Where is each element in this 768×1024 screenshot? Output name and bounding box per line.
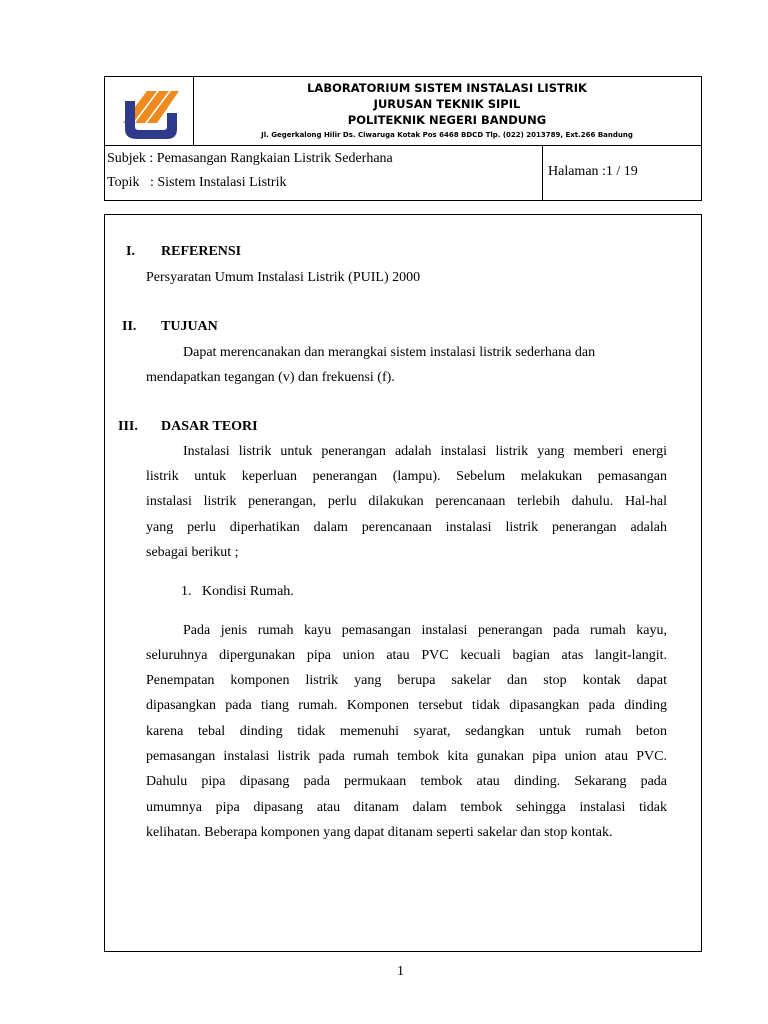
- institution-name: POLITEKNIK NEGERI BANDUNG: [347, 113, 547, 127]
- paragraph-2-line-4: dipasangkan pada tiang rumah. Komponen tersebut tidak dipasangkan pada dinding: [146, 698, 667, 713]
- department-name: JURUSAN TEKNIK SIPIL: [373, 97, 521, 111]
- section-2-title: TUJUAN: [161, 319, 218, 334]
- subject-left-cell: [105, 146, 543, 200]
- paragraph-2-line-3: Penempatan komponen listrik yang berupa sakelar dan stop kontak dapat: [146, 673, 667, 688]
- page-indicator: Halaman :1 / 19: [548, 164, 638, 179]
- section-2-line-1: Dapat merencanakan dan merangkai sistem instalasi listrik sederhana dan: [183, 345, 596, 360]
- header-text: [193, 77, 701, 145]
- paragraph-2-line-7: Dahulu pipa dipasang pada permukaan tembok atau dinding. Sekarang pada: [146, 774, 667, 789]
- polban-logo-icon: [117, 83, 181, 141]
- paragraph-1-line-4: yang perlu diperhatikan dalam perencanaan instalasi listrik penerangan adalah: [146, 520, 667, 535]
- subject-box: [104, 146, 702, 201]
- paragraph-2-line-1: Pada jenis rumah kayu pemasangan instalasi penerangan pada rumah kayu,: [183, 623, 667, 638]
- document-header: [104, 76, 702, 146]
- section-2-number: II.: [122, 319, 137, 334]
- paragraph-2-line-6: pemasangan instalasi listrik pada rumah tembok kita gunakan pipa union atau PVC.: [146, 749, 667, 764]
- paragraph-1-line-5: sebagai berikut ;: [146, 545, 239, 560]
- section-1-number: I.: [126, 244, 135, 259]
- page-number: 1: [397, 964, 404, 979]
- paragraph-1-line-3: instalasi listrik penerangan, perlu dilakukan perencanaan terlebih dahulu. Hal-hal: [146, 494, 667, 509]
- paragraph-2-line-2: seluruhnya dipergunakan pipa union atau PVC kecuali bagian atas langit-langit.: [146, 648, 667, 663]
- subject-line: Subjek : Pemasangan Rangkaian Listrik Sederhana: [107, 151, 393, 166]
- paragraph-2-line-5: karena tebal dinding tidak memenuhi syarat, sedangkan untuk rumah beton: [146, 724, 667, 739]
- list-item-1: 1. Kondisi Rumah.: [181, 584, 294, 599]
- paragraph-1-line-1: Instalasi listrik untuk penerangan adalah instalasi listrik yang memberi energi: [183, 444, 667, 459]
- paragraph-1-line-2: listrik untuk keperluan penerangan (lampu). Sebelum melakukan pemasangan: [146, 469, 667, 484]
- logo-cell: [105, 77, 194, 145]
- section-1-title: REFERENSI: [161, 244, 242, 259]
- section-3-number: III.: [118, 419, 138, 434]
- institution-address: Jl. Gegerkalong Hilir Ds. Ciwaruga Kotak Pos 6468 BDCD Tlp. (022) 2013789, Ext.266 Bandung: [261, 131, 633, 139]
- section-2-line-2: mendapatkan tegangan (v) dan frekuensi (f).: [146, 370, 395, 385]
- section-3-title: DASAR TEORI: [161, 419, 258, 434]
- paragraph-2-line-9: kelihatan. Beberapa komponen yang dapat ditanam seperti sakelar dan stop kontak.: [146, 825, 613, 840]
- paragraph-2-line-8: umumnya pipa dipasang atau ditanam dalam tembok sehingga instalasi tidak: [146, 800, 667, 815]
- lab-name: LABORATORIUM SISTEM INSTALASI LISTRIK: [307, 81, 587, 95]
- section-1-text: Persyaratan Umum Instalasi Listrik (PUIL) 2000: [146, 270, 421, 285]
- topic-line: Topik : Sistem Instalasi Listrik: [107, 175, 287, 190]
